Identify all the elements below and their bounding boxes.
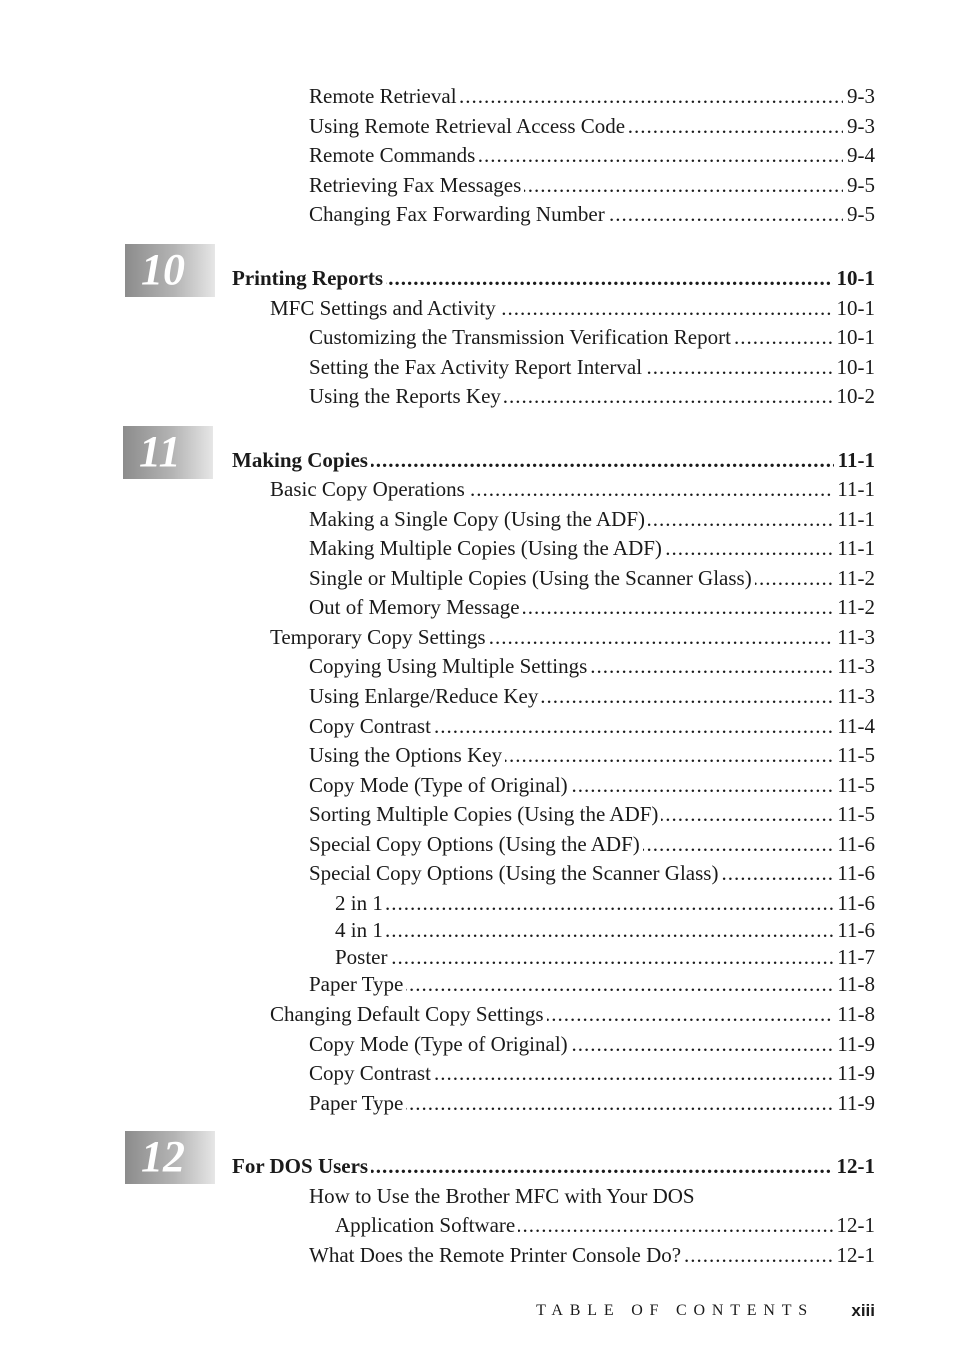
toc-entry[interactable]: ..... Using the Reports Key 10-2: [309, 381, 875, 411]
toc-subentry[interactable]: ..... Poster 11-7: [335, 942, 875, 972]
toc-entry[interactable]: ..... Changing Fax Forwarding Number 9-5: [309, 199, 875, 229]
toc-entry[interactable]: ..... Paper Type 11-9: [309, 1088, 875, 1118]
toc-entry[interactable]: ..... Using Enlarge/Reduce Key 11-3: [309, 681, 875, 711]
toc-entry[interactable]: ..... Special Copy Options (Using the ADF) 11-6: [309, 829, 875, 859]
toc-entry[interactable]: ..... Copy Contrast 11-9: [309, 1058, 875, 1088]
toc-entry[interactable]: ..... Making a Single Copy (Using the ADF) 11-1: [309, 504, 875, 534]
toc-section[interactable]: ..... Changing Default Copy Settings 11-8: [270, 999, 875, 1029]
toc-entry[interactable]: ..... What Does the Remote Printer Console Do? 12-1: [309, 1240, 875, 1270]
toc-entry[interactable]: ..... Single or Multiple Copies (Using the Scanner Glass) 11-2: [309, 563, 875, 593]
toc-entry[interactable]: ..... Special Copy Options (Using the Scanner Glass) 11-6: [309, 858, 875, 888]
toc-entry-continuation[interactable]: ..... Application Software 12-1: [335, 1210, 875, 1240]
toc-entry[interactable]: ..... Paper Type 11-8: [309, 969, 875, 999]
toc-entry[interactable]: ..... Customizing the Transmission Verification Report 10-1: [309, 322, 875, 352]
toc-subentry[interactable]: ..... 2 in 1 11-6: [335, 888, 875, 918]
toc-entry[interactable]: ..... Sorting Multiple Copies (Using the ADF) 11-5: [309, 799, 875, 829]
toc-entry[interactable]: ..... Copy Mode (Type of Original) 11-5: [309, 770, 875, 800]
toc-entry[interactable]: ..... Copy Mode (Type of Original) 11-9: [309, 1029, 875, 1059]
toc-subentry[interactable]: ..... 4 in 1 11-6: [335, 915, 875, 945]
page-footer: [0, 1299, 954, 1323]
toc-section[interactable]: ..... MFC Settings and Activity 10-1: [270, 293, 875, 323]
toc-entry[interactable]: ..... Remote Retrieval 9-3: [309, 81, 875, 111]
chapter-tab-10: [125, 244, 215, 297]
chapter-number: 11: [139, 427, 181, 476]
toc-chapter-heading[interactable]: ..... For DOS Users 12-1: [232, 1151, 875, 1181]
toc-entry[interactable]: ..... Using Remote Retrieval Access Code 9-3: [309, 111, 875, 141]
toc-entry-first-line[interactable]: How to Use the Brother MFC with Your DOS: [309, 1184, 695, 1208]
footer-label: TABLE OF CONTENTS: [536, 1302, 814, 1319]
toc-section[interactable]: ..... Temporary Copy Settings 11-3: [270, 622, 875, 652]
chapter-tab-12: [125, 1131, 215, 1184]
chapter-number: 10: [141, 245, 185, 294]
toc-entry[interactable]: ..... Out of Memory Message 11-2: [309, 592, 875, 622]
toc-entry[interactable]: ..... Making Multiple Copies (Using the ADF) 11-1: [309, 533, 875, 563]
chapter-tab-11: [123, 426, 213, 479]
chapter-number: 12: [141, 1132, 185, 1181]
toc-entry[interactable]: ..... Retrieving Fax Messages 9-5: [309, 170, 875, 200]
toc-chapter-heading[interactable]: ..... Making Copies 11-1: [232, 445, 875, 475]
toc-entry[interactable]: ..... Using the Options Key 11-5: [309, 740, 875, 770]
page-number: xiii: [851, 1301, 875, 1320]
toc-entry[interactable]: ..... Remote Commands 9-4: [309, 140, 875, 170]
toc-entry[interactable]: ..... Copying Using Multiple Settings 11-3: [309, 651, 875, 681]
toc-entry[interactable]: ..... Copy Contrast 11-4: [309, 711, 875, 741]
toc-chapter-heading[interactable]: ..... Printing Reports 10-1: [232, 263, 875, 293]
toc-section[interactable]: ..... Basic Copy Operations 11-1: [270, 474, 875, 504]
toc-entry[interactable]: ..... Setting the Fax Activity Report Interval 10-1: [309, 352, 875, 382]
